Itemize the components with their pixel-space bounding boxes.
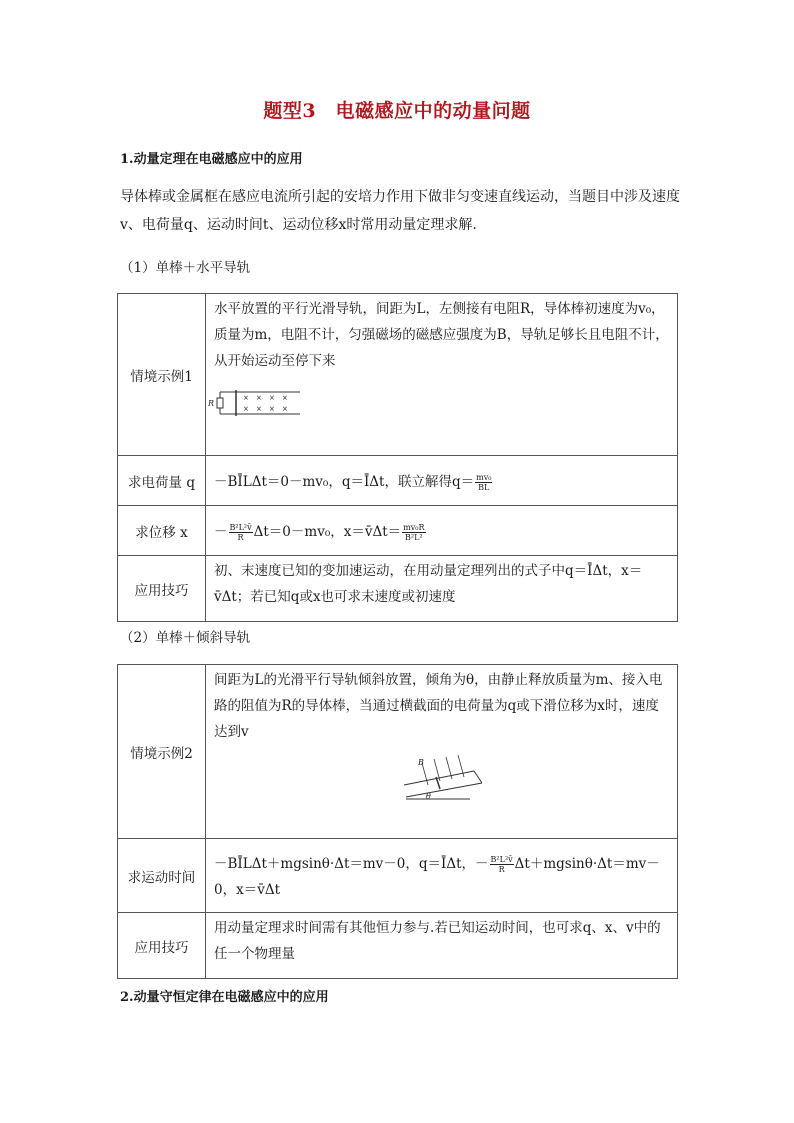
subheading-single-rod-inclined: （2）单棒＋倾斜导轨 [120, 630, 251, 646]
horizontal-rail-diagram [208, 386, 318, 426]
table-inclined-rail [117, 664, 678, 979]
field-mark: × [243, 405, 249, 413]
page-title: 题型3 电磁感应中的动量问题 [263, 100, 531, 122]
cell-example-2-content [206, 665, 678, 839]
section-heading-2: 2.动量守恒定律在电磁感应中的应用 [120, 990, 329, 1005]
cell-label-technique-2: 应用技巧 [118, 913, 206, 979]
field-label: B [418, 758, 424, 767]
cell-technique-1 [206, 556, 678, 622]
field-mark: × [269, 405, 275, 413]
cell-label-technique-1: 应用技巧 [118, 556, 206, 622]
time-eq-pre: －BĪLΔt＋mgsinθ·Δt＝mv－0，q＝ĪΔt，－ [214, 855, 489, 872]
cell-displacement-eq [206, 506, 678, 556]
section-heading-1: 1.动量定理在电磁感应中的应用 [120, 152, 303, 167]
resistor-label: R [208, 399, 215, 408]
displacement-fraction-2 [402, 523, 425, 542]
subheading-single-rod-horizontal: （1）单棒＋水平导轨 [120, 260, 251, 276]
inclined-rail-diagram [396, 755, 496, 807]
field-mark: × [256, 405, 262, 413]
cell-label-charge: 求电荷量 q [118, 456, 206, 506]
cell-label-example-2: 情境示例2 [118, 665, 206, 839]
cell-technique-2 [206, 913, 678, 979]
field-mark: × [282, 405, 288, 413]
field-mark: × [282, 394, 288, 402]
charge-fraction [475, 473, 492, 492]
time-equation [206, 849, 677, 903]
example-1-text: 水平放置的平行光滑导轨，间距为L，左侧接有电阻R，导体棒初速度为v₀，质量为m，电阻不计，匀强磁场的磁感应强度为B，导轨足够长且电阻不计，从开始运动至停下来 [214, 301, 669, 369]
fraction-numerator: B²L²v̄ [229, 522, 252, 532]
field-mark: × [269, 394, 275, 402]
fraction-denominator: B²L² [405, 532, 423, 542]
fraction-denominator: R [498, 864, 505, 874]
charge-equation [206, 467, 677, 495]
displacement-eq-pre: － [214, 523, 228, 540]
cell-charge-eq [206, 456, 678, 506]
fraction-denominator: R [237, 532, 244, 542]
cell-time-eq [206, 839, 678, 913]
displacement-fraction-1 [229, 523, 253, 542]
intro-paragraph: 导体棒或金属框在感应电流所引起的安培力作用下做非匀变速直线运动，当题目中涉及速度v、电荷量q、运动时间t、运动位移x时常用动量定理求解. [120, 189, 680, 233]
cell-label-displacement: 求位移 x [118, 506, 206, 556]
angle-label: θ [426, 792, 431, 801]
field-mark: × [243, 394, 249, 402]
technique-2-text: 用动量定理求时间需有其他恒力参与.若已知运动时间，也可求q、x、v中的任一个物理量 [214, 920, 661, 962]
table-horizontal-rail [117, 293, 678, 622]
fraction-numerator: mv₀ [476, 472, 492, 482]
example-2-text: 间距为L的光滑平行导轨倾斜放置，倾角为θ，由静止释放质量为m、接入电路的阻值为R的导体棒，当通过横截面的电荷量为q或下滑位移为x时，速度达到v [214, 672, 663, 740]
charge-eq-text: －BĪLΔt＝0－mv₀，q＝ĪΔt，联立解得q＝ [214, 473, 475, 490]
time-eq-post: Δt＋mgsinθ·Δt＝mv－0，x＝v̄Δt [214, 855, 660, 898]
cell-label-time: 求运动时间 [118, 839, 206, 913]
cell-label-example-1: 情境示例1 [118, 294, 206, 456]
displacement-eq-mid: Δt＝0－mv₀，x＝v̄Δt＝ [253, 523, 402, 540]
fraction-numerator: B²L²v̄ [490, 854, 513, 864]
cell-example-1-content [206, 294, 678, 456]
fraction-denominator: BL [478, 482, 490, 492]
displacement-equation [206, 517, 677, 545]
fraction-numerator: mv₀R [403, 522, 425, 532]
field-mark: × [256, 394, 262, 402]
time-fraction [490, 855, 514, 874]
technique-1-text: 初、末速度已知的变加速运动，在用动量定理列出的式子中q＝ĪΔt，x＝v̄Δt；若已知q或x也可求末速度或初速度 [214, 563, 643, 605]
